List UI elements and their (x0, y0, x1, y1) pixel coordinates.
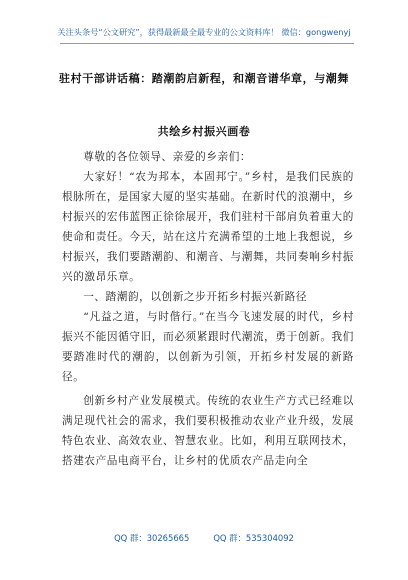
footer-qq-group-2: QQ 群：535304092 (213, 533, 294, 543)
header-promo-note: 关注头条号“公文研究”，获得最新最全最专业的公文资料库！ 微信：gongwenyj (57, 27, 351, 37)
section-1-paragraph-2: 创新乡村产业发展模式。传统的农业生产方式已经难以满足现代社会的需求，我们要积极推动农业产业升级，发展特色农业、高效农业、智慧农业。比如，利用互联网技术，搭建农产品电商平台，让乡村的优质农产品走向全 (62, 395, 354, 467)
section-heading-1: 一、踏潮韵，以创新之步开拓乡村振兴新路径 (83, 291, 308, 303)
document-body (62, 147, 354, 471)
opening-paragraph: 大家好！“农为邦本，本固邦宁。”乡村，是我们民族的根脉所在，是国家大厦的坚实基础。在新时代的浪潮中，乡村振兴的宏伟蓝图正徐徐展开，我们驻村干部肩负着重大的使命和责任。今天，站在这片充满希望的土地上我想说，乡村振兴，我们要踏潮韵、和潮音、与潮舞，共同奏响乡村振兴的激昂乐章。 (62, 171, 354, 283)
header-divider (60, 43, 354, 44)
footer-qq-group-1: QQ 群：30265665 (114, 533, 190, 543)
document-title-line-2: 共绘乡村振兴画卷 (157, 125, 251, 138)
salutation-paragraph: 尊敬的各位领导、亲爱的乡亲们： (83, 151, 252, 163)
section-1-paragraph-1: “凡益之道，与时偕行。”在当今飞速发展的时代，乡村振兴不能因循守旧，而必须紧跟时代潮流，勇于创新。我们要踏准时代的潮韵，以创新为引领，开拓乡村发展的新路径。 (62, 311, 354, 383)
document-title-line-1: 驻村干部讲话稿：踏潮韵启新程，和潮音谱华章，与潮舞 (59, 72, 349, 85)
footer-contact (0, 532, 408, 544)
